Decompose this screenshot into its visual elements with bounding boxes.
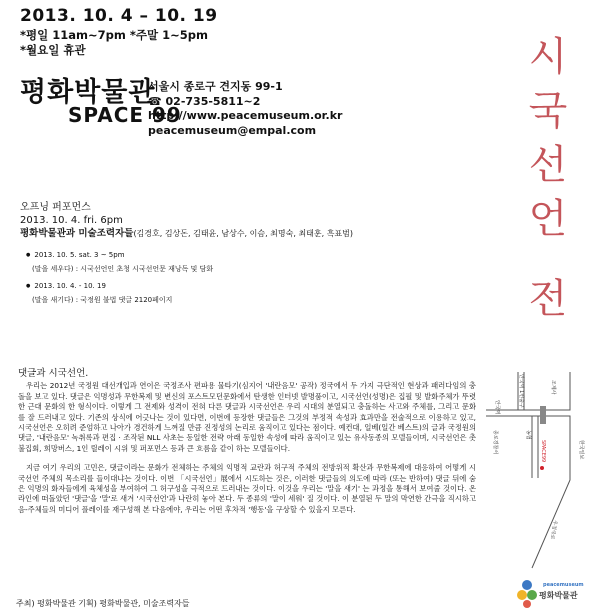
venue-contact <box>148 80 342 138</box>
weekday-weekend-hours: *평일 11am~7pm *주말 1~5pm <box>20 28 208 42</box>
space99-marker <box>540 466 544 470</box>
map-label: 안국역 1번출구 <box>518 374 524 408</box>
logo-name: 평화박물관 <box>539 591 578 600</box>
event-item <box>26 250 213 274</box>
map-label: SPACE99 <box>540 440 546 463</box>
opening-label: 오프닝 퍼포먼스 <box>20 202 91 213</box>
event-item <box>26 281 172 305</box>
exhibition-dates: 2013. 10. 4 – 10. 19 <box>20 6 218 26</box>
exhibition-statement <box>18 369 476 524</box>
venue-name: 평화박물관 <box>20 77 156 108</box>
exhibition-title <box>508 30 588 326</box>
title-char: 시 <box>528 34 568 80</box>
opening-performance <box>20 201 353 240</box>
event-date: ● 2013. 10. 5. sat. 3 ~ 5pm <box>26 250 213 260</box>
title-char: 선 <box>528 142 568 188</box>
credits: 주최) 평화박물관 기획) 평화박물관, 미술조력자들 <box>16 599 190 608</box>
location-map <box>484 370 596 570</box>
venue-space: SPACE 99 <box>68 103 182 127</box>
event-desc: (말을 새기다) : 국정원 불법 댓글 2120페이지 <box>32 296 173 304</box>
event-date: ● 2013. 10. 4. - 10. 19 <box>26 281 172 291</box>
venue-address: 서울시 종로구 견지동 99-1 <box>148 80 283 93</box>
artists-group: 평화박물관과 미술조력자들 <box>20 228 134 239</box>
venue-email[interactable]: peacemuseum@empal.com <box>148 123 317 137</box>
opening-hours <box>20 28 208 58</box>
building-marker <box>540 406 546 424</box>
map-label: 한국일보 <box>578 440 584 460</box>
title-char: 국 <box>528 88 568 134</box>
statement-title: 댓글과 시국선언. <box>18 368 89 379</box>
venue-website[interactable]: http://www.peacemuseum.or.kr <box>148 109 343 122</box>
map-label: 조계사 <box>550 380 556 395</box>
opening-artists <box>20 227 353 240</box>
map-label: 농협 <box>525 430 531 440</box>
artist-names: (김경호, 김상돈, 김태윤, 남상수, 이슴, 최명숙, 최태훈, 흑표범) <box>133 229 354 238</box>
title-char: 전 <box>528 276 568 322</box>
statement-paragraph: 지금 여기 우리의 고민은, 댓글이라는 문화가 전체하는 주체의 익명적 교란과 허구적 주체의 전방위적 확산과 무한복제에 대응하여 어떻게 시국선언 주체의 목소리를 들이대냐는 것이다. 이번 「시국선언」展에서 시도하는 것은, 이러한 댓글들의 의도에 따라 (또는 반하여) 댓글 뒤에 숨은 익명의 화자들에게 육체성을 부여하여 그 허구성을 극적으로 드러내는 것이다. 이것을 우리는 '말을 새기' 는 과정을 통해서 보여줄 것이다. 온라인에 떠돌았던 '댓글'을 '말'로 새겨 '시국선언'과 나란히 놓아 본다. 두 종류의 '말이 세워' 질 것이다. 이 분열된 두 말의 막연한 간극을 직시하고 음-주체들의 미디어 플레이를 재구성해 본 다음에야, 우리는 어떤 후차적 '행동'을 구상할 수 있을지 모른다. <box>18 463 476 514</box>
road <box>564 372 570 410</box>
logo-mark-icon <box>515 578 539 608</box>
event-desc: (말을 세우다) : 시국선언인 초청 시국선언문 재낭독 및 담화 <box>32 265 214 273</box>
peace-museum-logo <box>515 578 590 612</box>
opening-datetime: 2013. 10. 4. fri. 6pm <box>20 215 123 226</box>
closed-day: *월요일 휴관 <box>20 43 86 57</box>
map-label: 안국역 <box>494 400 500 415</box>
map-label: 우정국로 <box>548 519 558 540</box>
logo-brand: peacemuseum <box>543 582 584 588</box>
title-char: 언 <box>528 196 568 242</box>
statement-paragraph: 우리는 2012년 국정원 대선개입과 연이은 국정조사 편파용 물타기(심지어 '내란음모' 공작) 정국에서 두 가지 극단적인 현상과 패러다임의 충돌을 보고 있다. 댓글은 익명성과 무한복제 및 변신의 포스트모던문화에서 탄생한 인터넷 발명품이고, 시국선언(성명)은 집필 및 발화주체가 뚜렷한 근대 문화의 한 형식이다. 이렇게 그 전제와 성격이 전혀 다른 댓글과 시국선언은 우리 시대의 분열되고 충돌하는 사고와 주체를, 그리고 문화를 잘 드러내고 있다. 기존의 상식에 어긋나는 것이 있다면, 이번에 등장한 댓글들은 그것의 부정적 속성과 효과만을 전술적으로 이용하고 있고, 시국선언은 오히려 준엄하고 나아가 경건하게 느껴질 만큼 진정성의 논리로 움직이고 있다는 점이다. 예컨대, 일베(일간 베스트)의 글과 국정원의 댓글, '내란음모' 녹취록과 편집 · 조작된 NLL 사초는 동일한 전략 아래 동일한 속성에 따라 움직이고 있는 유사동종의 모델들이며, 시국선언은 촛불집회, 희망버스, 1인 릴레이 시위 및 퍼포먼스 등과 큰 흐름을 같이 하는 모델들이다. <box>18 381 476 453</box>
map-label: 종로경찰서 <box>492 430 498 455</box>
venue-phone: ☎ 02-735-5811~2 <box>148 94 261 108</box>
